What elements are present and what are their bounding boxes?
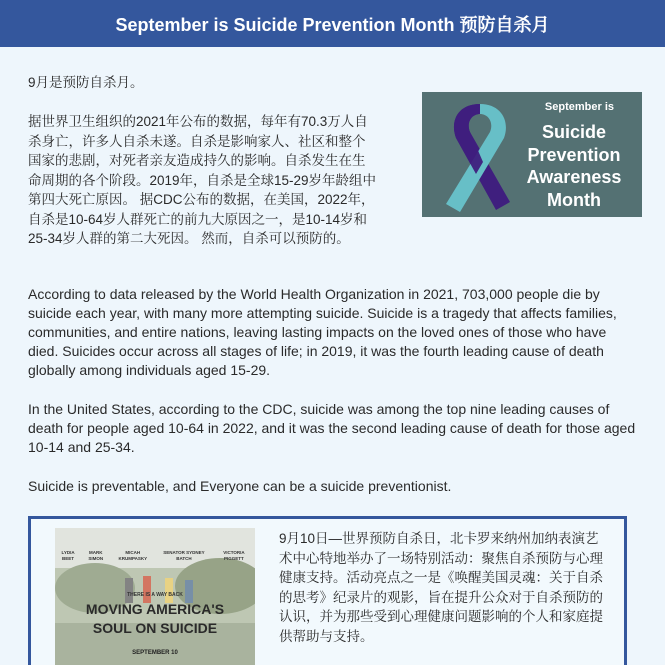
cast-name: MICAH KRUMPASKY <box>118 550 148 561</box>
cast-name: MARK SIMON <box>88 550 104 561</box>
poster-cast-names <box>55 550 255 561</box>
documentary-poster <box>55 528 255 665</box>
poster-tagline: THERE IS A WAY BACK <box>127 592 183 598</box>
cdc-en-paragraph: In the United States, according to the CDC, suicide was among the top nine leading causes of death for people aged 10-64 in 2022, and it was the second leading cause of death for those aged 10-14 and 25-34. <box>28 401 636 455</box>
preventable-en-paragraph: Suicide is preventable, and Everyone can be a suicide preventionist. <box>28 478 452 494</box>
intro-cn: 9月是预防自杀月。 <box>28 75 144 90</box>
page-header <box>0 0 665 47</box>
cast-name: LYDIA BEET <box>61 550 75 561</box>
cast-name: VICTORIA PIGGETT <box>223 550 245 561</box>
poster-title-line: SOUL ON SUICIDE <box>92 620 218 636</box>
event-section <box>28 516 627 665</box>
poster-title <box>55 600 255 638</box>
page-title: September is Suicide Prevention Month 预防自杀月 <box>115 14 550 35</box>
event-description: 9月10日—世界预防自杀日，北卡罗来纳州加纳表演艺术中心特地举办了一场特别活动：聚焦自杀预防与心理健康支持。活动亮点之一是《唤醒美国灵魂：关于自杀的思考》纪录片的观影，旨在提升公众对于自杀预防的认识，并为那些受到心理健康问题影响的个人和家庭提供帮助与支持。 <box>279 531 603 644</box>
poster-title-line: MOVING AMERICA'S <box>85 601 225 617</box>
who-cn-paragraph: 据世界卫生组织的2021年公布的数据，每年有70.3万人自杀身亡，许多人自杀未遂。自杀是影响家人、社区和整个国家的悲剧，对死者亲友造成持久的影响。自杀发生在生命周期的各个阶段。2019年，自杀是全球15-29岁年龄组中第四大死亡原因。 据CDC公布的数据，在美国，2022年，自杀是10-64岁人群死亡的前九大原因之一，是10-14岁和25-34岁人群的第二大死因。 然而，自杀可以预防的。 <box>28 114 377 246</box>
ribbon-caption-small: September is <box>544 101 614 113</box>
awareness-ribbon-image <box>422 92 642 217</box>
ribbon-caption-title: Suicide Prevention Awareness Month <box>526 122 622 210</box>
who-en-paragraph: According to data released by the World Health Organization in 2021, 703,000 people die by suicide each year, with many more attempting suicide. Suicide is a tragedy that affects families, communities, and entire nations, leaving lasting impacts on the loved ones of those who have died. Suicides occur across all stages of life; in 2019, it was the fourth leading cause of death globally among individuals aged 15-29. <box>28 286 617 378</box>
cast-name: SENATOR SYDNEY BATCH <box>163 550 205 561</box>
poster-date: SEPTEMBER 10 <box>132 650 178 656</box>
